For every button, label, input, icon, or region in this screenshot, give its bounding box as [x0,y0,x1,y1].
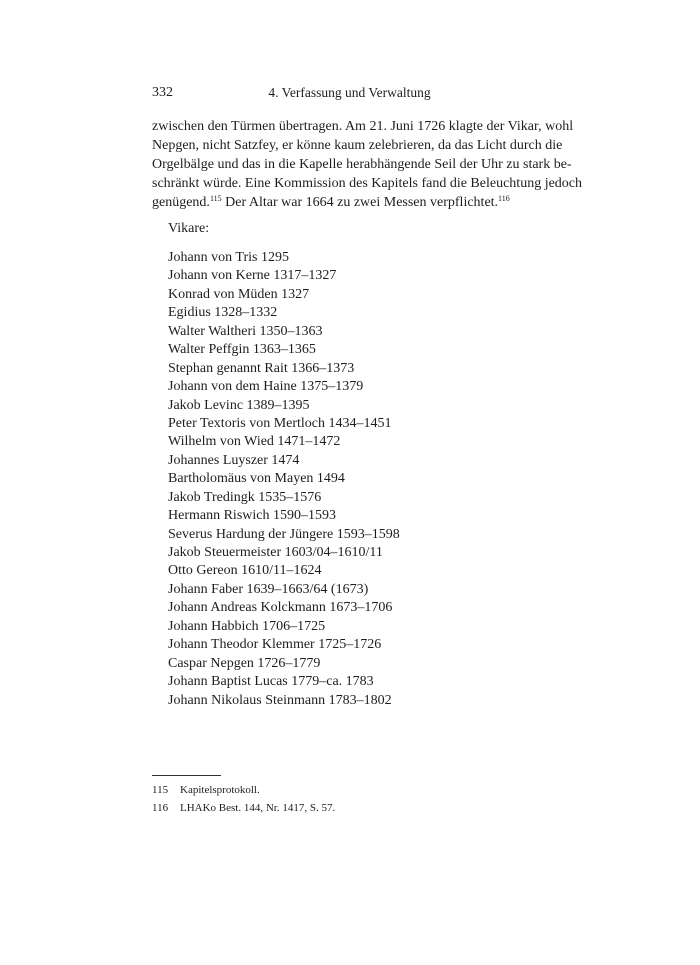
list-item: Severus Hardung der Jüngere 1593–1598 [168,526,400,542]
vicar-list [168,249,400,710]
list-item: Konrad von Müden 1327 [168,286,310,302]
body-line: schränkt würde. Eine Kommission des Kapitels fand die Beleuchtung jedoch [152,176,583,191]
list-item: Johann Habbich 1706–1725 [168,618,326,634]
list-item: Johann Baptist Lucas 1779–ca. 1783 [168,674,374,690]
footnote-separator [152,775,221,776]
list-item: Hermann Riswich 1590–1593 [168,508,336,524]
list-item: Jakob Tredingk 1535–1576 [168,489,322,505]
list-item: Wilhelm von Wied 1471–1472 [168,434,341,450]
footnote-text: Kapitelsprotokoll. [180,784,260,796]
page-number: 332 [152,85,173,100]
list-item: Egidius 1328–1332 [168,305,278,321]
list-item: Johannes Luyszer 1474 [168,452,300,468]
footnote-number: 115 [152,784,169,796]
footnote-ref-115[interactable]: 115 [209,194,222,203]
list-item: Stephan genannt Rait 1366–1373 [168,360,355,376]
footnote-115 [152,781,335,799]
footnote-ref-116[interactable]: 116 [498,194,510,203]
list-item: Johann Theodor Klemmer 1725–1726 [168,637,382,653]
list-item: Johann Andreas Kolckmann 1673–1706 [168,600,393,616]
body-text-segment: Der Altar war 1664 zu zwei Messen verpflichtet. [221,195,499,210]
list-item: Jakob Levinc 1389–1395 [168,397,310,413]
list-item: Otto Gereon 1610/11–1624 [168,563,322,579]
list-item: Bartholomäus von Mayen 1494 [168,471,345,487]
footnote-116 [152,799,335,817]
body-line [152,193,546,212]
footnotes [152,781,335,817]
list-item: Johann von Kerne 1317–1327 [168,268,337,284]
footnote-text: LHAKo Best. 144, Nr. 1417, S. 57. [180,802,336,814]
body-text-segment: genügend. [152,195,210,210]
body-paragraph [152,117,583,212]
running-head: 4. Verfassung und Verwaltung [268,85,431,100]
list-item: Johann Faber 1639–1663/64 (1673) [168,581,369,597]
list-item: Caspar Nepgen 1726–1779 [168,655,321,671]
list-item: Walter Waltheri 1350–1363 [168,323,323,339]
list-item: Johann von Tris 1295 [168,250,289,265]
list-item: Peter Textoris von Mertloch 1434–1451 [168,415,392,431]
body-line: zwischen den Türmen übertragen. Am 21. Juni 1726 klagte der Vikar, wohl [152,119,574,134]
body-line: Orgelbälge und das in die Kapelle herabhängende Seil der Uhr zu stark be- [152,157,572,172]
list-item: Johann von dem Haine 1375–1379 [168,379,364,395]
list-heading: Vikare: [168,221,210,236]
list-item: Johann Nikolaus Steinmann 1783–1802 [168,692,392,708]
list-item: Jakob Steuermeister 1603/04–1610/11 [168,545,383,560]
footnote-number: 116 [152,802,169,814]
list-item: Walter Peffgin 1363–1365 [168,342,316,358]
body-line: Nepgen, nicht Satzfey, er könne kaum zelebrieren, da das Licht durch die [152,138,563,153]
